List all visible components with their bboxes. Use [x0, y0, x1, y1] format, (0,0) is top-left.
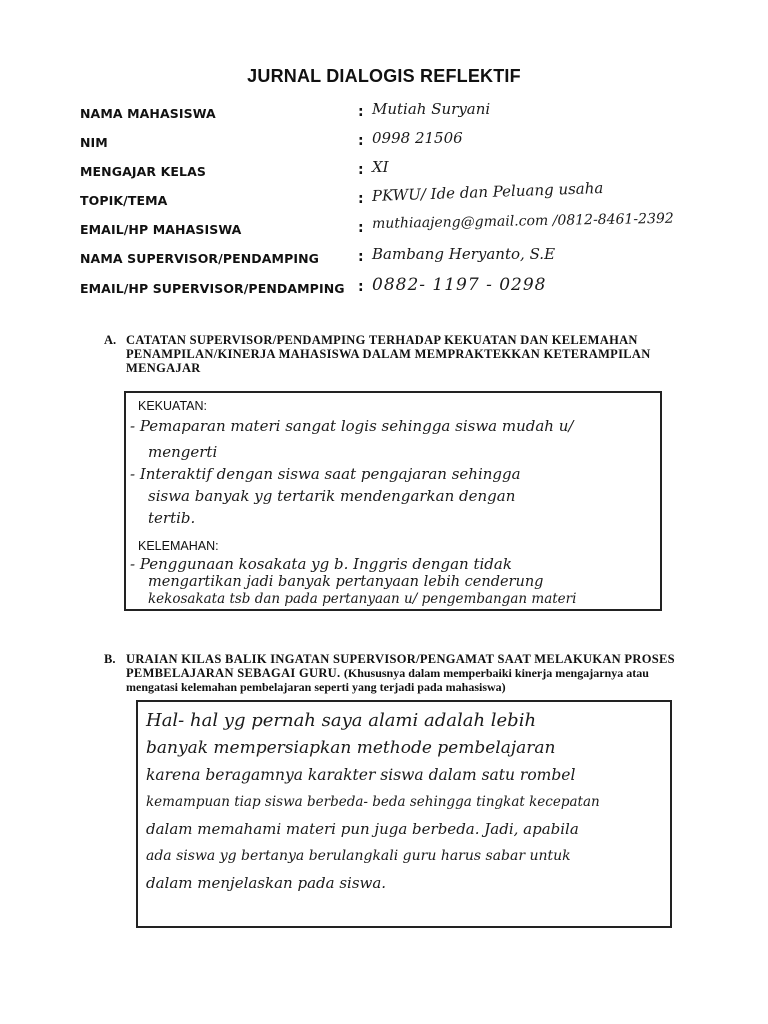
- handwritten-line: - Interaktif dengan siswa saat pengajaran sehingga: [130, 465, 521, 483]
- handwritten-line: Hal- hal yg pernah saya alami adalah lebih: [146, 710, 537, 731]
- field-value-handwritten: XI: [372, 158, 389, 176]
- field-value-handwritten: PKWU/ Ide dan Peluang usaha: [371, 178, 604, 205]
- kelemahan-label: KELEMAHAN:: [138, 539, 219, 553]
- section-b-notes-box: [136, 700, 672, 928]
- section-b-heading: [126, 652, 686, 694]
- field-label: NIM: [80, 135, 108, 150]
- section-b-subheading: (Khususnya dalam memperbaiki kinerja mengajarnya atau mengatasi kelemahan pembelajaran seperti yang terjadi pada mahasiswa): [126, 666, 649, 694]
- handwritten-line: dalam memahami materi pun juga berbeda. Jadi, apabila: [146, 820, 579, 838]
- field-colon: :: [358, 220, 364, 236]
- handwritten-line: - Pemaparan materi sangat logis sehingga siswa mudah u/: [130, 417, 574, 435]
- field-email-hp-mahasiswa: [80, 210, 740, 242]
- field-colon: :: [358, 104, 364, 120]
- field-colon: :: [358, 191, 364, 207]
- handwritten-line: kemampuan tiap siswa berbeda- beda sehingga tingkat kecepatan: [146, 794, 600, 810]
- field-mengajar-kelas: [80, 158, 740, 184]
- section-b-heading-text: URAIAN KILAS BALIK INGATAN SUPERVISOR/PENGAMAT SAAT MELAKUKAN PROSES PEMBELAJARAN SEBAGAI GURU.: [126, 652, 675, 680]
- field-colon: :: [358, 249, 364, 265]
- field-nim: [80, 129, 740, 155]
- handwritten-line: tertib.: [148, 509, 196, 527]
- kekuatan-label: KEKUATAN:: [138, 399, 207, 413]
- field-label: EMAIL/HP SUPERVISOR/PENDAMPING: [80, 281, 345, 296]
- section-a-heading: CATATAN SUPERVISOR/PENDAMPING TERHADAP KEKUATAN DAN KELEMAHAN PENAMPILAN/KINERJA MAHASISWA DALAM MEMPRAKTEKKAN KETERAMPILAN MENGAJAR: [126, 333, 651, 375]
- field-email-hp-supervisor: [80, 275, 740, 301]
- handwritten-line: - Penggunaan kosakata yg b. Inggris dengan tidak: [130, 555, 512, 573]
- field-label: NAMA SUPERVISOR/PENDAMPING: [80, 251, 320, 266]
- section-a-letter: A.: [104, 333, 117, 347]
- handwritten-line: siswa banyak yg tertarik mendengarkan dengan: [148, 487, 516, 505]
- field-label: EMAIL/HP MAHASISWA: [80, 222, 242, 237]
- field-nama-mahasiswa: [80, 100, 740, 126]
- section-a-notes-box: [124, 391, 662, 611]
- field-nama-supervisor: [80, 245, 740, 271]
- handwritten-line: ada siswa yg bertanya berulangkali guru harus sabar untuk: [146, 848, 571, 864]
- field-colon: :: [358, 162, 364, 178]
- field-value-handwritten: 0882- 1197 - 0298: [372, 275, 547, 295]
- field-topik-tema: [80, 178, 740, 213]
- field-value-handwritten: Mutiah Suryani: [372, 100, 491, 118]
- field-label: NAMA MAHASISWA: [80, 106, 216, 121]
- field-value-handwritten: 0998 21506: [372, 129, 463, 147]
- field-label: MENGAJAR KELAS: [80, 164, 206, 179]
- handwritten-line: karena beragamnya karakter siswa dalam satu rombel: [146, 766, 576, 784]
- document-title: JURNAL DIALOGIS REFLEKTIF: [247, 66, 521, 86]
- field-colon: :: [358, 133, 364, 149]
- handwritten-line: banyak mempersiapkan methode pembelajaran: [146, 738, 556, 758]
- field-value-handwritten: muthiaajeng@gmail.com /0812-8461-2392: [371, 210, 674, 232]
- handwritten-line: mengartikan jadi banyak pertanyaan lebih cenderung: [148, 574, 544, 590]
- section-b-letter: B.: [104, 652, 116, 666]
- handwritten-line: kekosakata tsb dan pada pertanyaan u/ pengembangan materi: [148, 591, 577, 607]
- field-label: TOPIK/TEMA: [80, 193, 168, 208]
- field-colon: :: [358, 279, 364, 295]
- handwritten-line: dalam menjelaskan pada siswa.: [146, 874, 387, 892]
- field-value-handwritten: Bambang Heryanto, S.E: [372, 245, 556, 263]
- handwritten-line: mengerti: [148, 443, 218, 461]
